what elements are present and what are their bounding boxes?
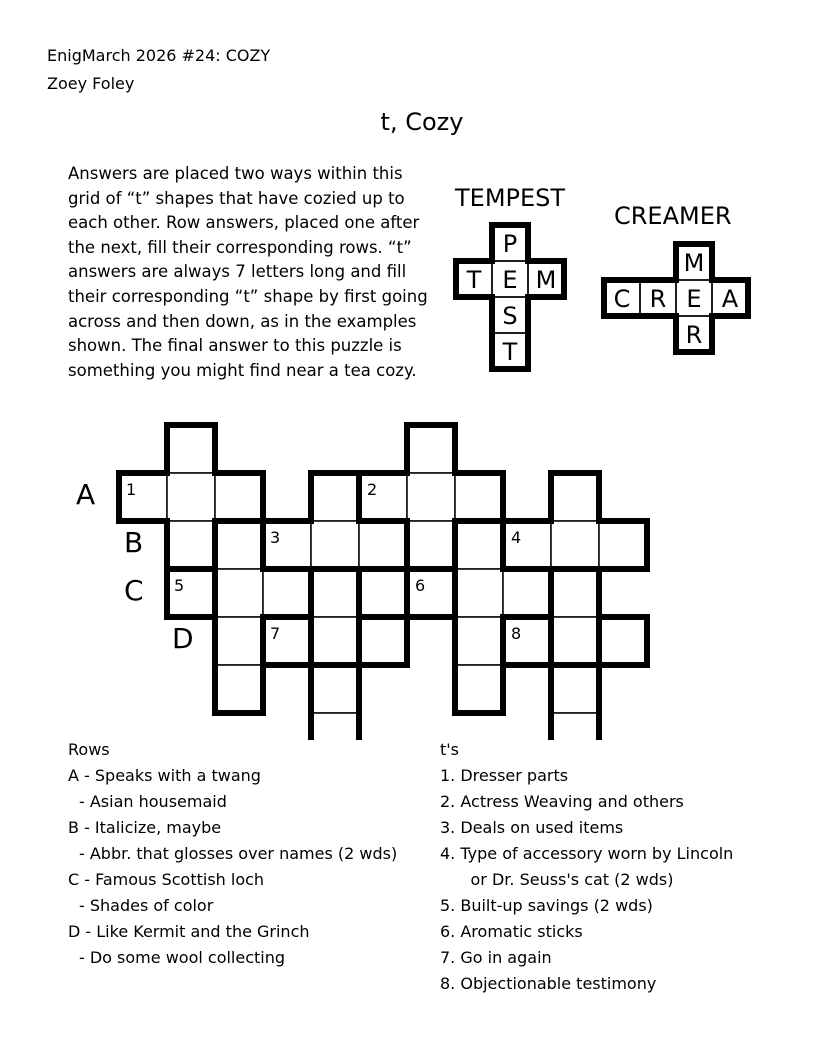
clue: - Shades of color [79, 896, 214, 915]
row-label-d: D [172, 622, 194, 655]
example-letter: M [683, 249, 705, 277]
clue: - Abbr. that glosses over names (2 wds) [79, 844, 398, 863]
grid-number: 4 [511, 528, 522, 547]
clue: 3. Deals on used items [440, 818, 624, 837]
example-letter: E [686, 285, 702, 313]
grid-cell[interactable] [167, 521, 215, 569]
grid-number: 7 [270, 624, 281, 643]
grid-cell[interactable] [551, 617, 599, 665]
author: Zoey Foley [47, 74, 135, 93]
grid-cell[interactable] [599, 617, 647, 665]
grid-number: 2 [367, 480, 378, 499]
grid-cell[interactable] [503, 569, 551, 617]
grid-cell[interactable] [407, 425, 455, 473]
clue: or Dr. Seuss's cat (2 wds) [440, 870, 674, 889]
example-letter: R [685, 321, 703, 349]
instructions-line: their corresponding “t” shape by first going [68, 286, 428, 306]
grid-cell[interactable] [215, 665, 263, 713]
clue: 2. Actress Weaving and others [440, 792, 684, 811]
page-title: t, Cozy [380, 108, 464, 136]
row-clues [68, 740, 428, 980]
grid-cell[interactable] [551, 713, 599, 740]
grid-cell[interactable] [551, 569, 599, 617]
clues-heading: Rows [68, 740, 110, 759]
grid-cell[interactable] [263, 569, 311, 617]
grid-cell[interactable] [455, 521, 503, 569]
example-letter: T [466, 266, 482, 294]
clue: 6. Aromatic sticks [440, 922, 583, 941]
clue: - Do some wool collecting [79, 948, 286, 967]
grid-cell[interactable] [215, 617, 263, 665]
grid-cell[interactable] [599, 521, 647, 569]
instructions-line: across and then down, as in the examples [68, 311, 417, 331]
clue: A - Speaks with a twang [68, 766, 261, 785]
grid-number: 3 [270, 528, 281, 547]
grid-cell[interactable] [311, 617, 359, 665]
example-letter: R [649, 285, 667, 313]
example-letter: C [613, 285, 631, 313]
grid-cell[interactable] [167, 425, 215, 473]
clue: C - Famous Scottish loch [68, 870, 265, 889]
example-word: TEMPEST [455, 184, 566, 212]
grid-cell[interactable] [311, 569, 359, 617]
row-label-b: B [124, 526, 144, 559]
instructions-line: grid of “t” shapes that have cozied up to [68, 188, 405, 208]
grid-cell[interactable] [359, 617, 407, 665]
instructions-line: Answers are placed two ways within this [68, 164, 403, 183]
example-letter: T [502, 338, 518, 366]
instructions-line: each other. Row answers, placed one after [68, 213, 420, 233]
clue: 8. Objectionable testimony [440, 974, 657, 993]
clue: 4. Type of accessory worn by Lincoln [440, 844, 734, 863]
puzzle-series: EnigMarch 2026 #24: COZY [47, 46, 271, 65]
grid-cell[interactable] [215, 521, 263, 569]
example-letter: M [535, 266, 557, 294]
grid-cell[interactable] [311, 713, 359, 740]
clue: 7. Go in again [440, 948, 552, 967]
example-letter: S [502, 302, 518, 330]
clue: B - Italicize, maybe [68, 818, 222, 837]
grid-number: 1 [126, 480, 137, 499]
grid-number: 6 [415, 576, 426, 595]
grid-cell[interactable] [359, 521, 407, 569]
grid-cell[interactable] [311, 473, 359, 521]
grid-cell[interactable] [311, 521, 359, 569]
grid-number: 5 [174, 576, 185, 595]
example-letter: A [721, 285, 739, 313]
grid-cell[interactable] [455, 617, 503, 665]
instructions-line: answers are always 7 letters long and fill [68, 262, 407, 282]
example-letter: P [502, 230, 518, 258]
row-label-c: C [124, 574, 144, 607]
grid-cell[interactable] [455, 569, 503, 617]
t-clues [440, 740, 800, 1000]
grid-number: 8 [511, 624, 522, 643]
grid-cell[interactable] [407, 521, 455, 569]
clues-heading: t's [440, 740, 460, 759]
grid-cell[interactable] [455, 473, 503, 521]
grid-cell[interactable] [407, 473, 455, 521]
grid-cell[interactable] [551, 521, 599, 569]
clue: 1. Dresser parts [440, 766, 569, 785]
grid-cell[interactable] [551, 473, 599, 521]
example-word: CREAMER [614, 202, 732, 230]
clue: D - Like Kermit and the Grinch [68, 922, 310, 941]
instructions-line: something you might find near a tea cozy. [68, 360, 417, 380]
grid-cell[interactable] [215, 473, 263, 521]
row-label-a: A [76, 478, 96, 511]
grid-cell[interactable] [215, 569, 263, 617]
example-letter: E [502, 266, 518, 294]
grid-cell[interactable] [551, 665, 599, 713]
instructions-line: shown. The final answer to this puzzle is [68, 336, 402, 356]
clue: - Asian housemaid [79, 792, 227, 811]
instructions-line: the next, fill their corresponding rows. “t” [68, 237, 412, 257]
grid-cell[interactable] [311, 665, 359, 713]
clue: 5. Built-up savings (2 wds) [440, 896, 653, 915]
grid-cell[interactable] [455, 665, 503, 713]
grid-cell[interactable] [167, 473, 215, 521]
